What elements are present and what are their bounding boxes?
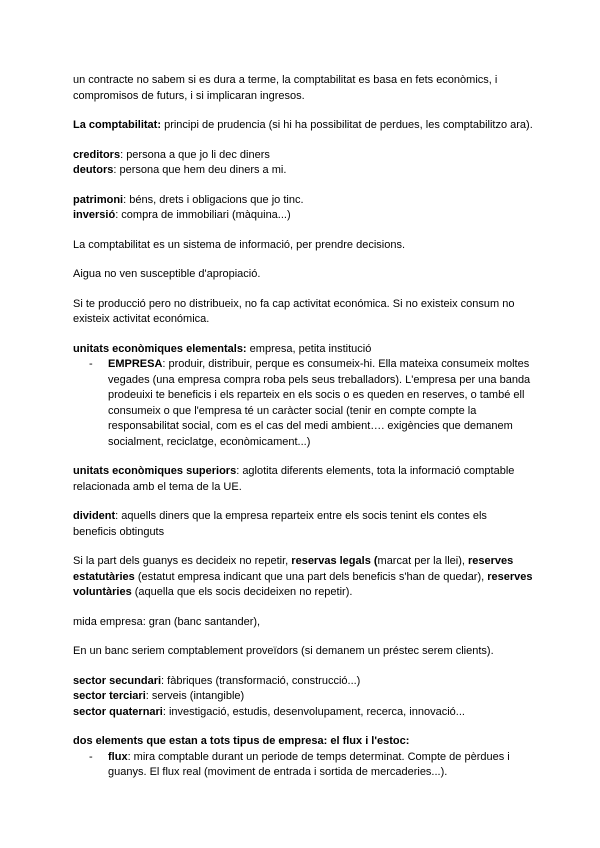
definition: : compra de immobiliari (màquina...) bbox=[115, 209, 291, 221]
definition: : investigació, estudis, desenvolupament, recerca, innovació... bbox=[162, 705, 465, 718]
paragraph: Si te producció pero no distribueix, no fa cap activitat económica. Si no existeix consum no existeix activitat económica. bbox=[73, 297, 515, 325]
text-span: Si la part dels guanys es decideix no repetir, bbox=[73, 555, 292, 567]
list-dash: - bbox=[89, 358, 93, 370]
paragraph-inversio bbox=[73, 208, 533, 224]
text-span: marcat per la llei), bbox=[377, 555, 469, 567]
definition: principi de prudencia (si hi ha possibilitat de perdues, les comptabilitzo ara). bbox=[161, 119, 533, 131]
paragraph-reserves bbox=[73, 554, 533, 601]
paragraph-creditors bbox=[73, 148, 533, 164]
paragraph-sector-secundari bbox=[73, 674, 533, 690]
term: creditors bbox=[73, 148, 121, 161]
paragraph-sector-quaternari bbox=[73, 705, 533, 721]
definition: : persona que hem deu diners a mi. bbox=[113, 164, 287, 176]
definition: : aquells diners que la empresa reparteix entre els socis tenint els contes els beneficis obtinguts bbox=[73, 510, 487, 538]
definition: empresa, petita institució bbox=[246, 342, 372, 355]
definition: : produir, distribuir, perque es consumeix-hi. Ella mateixa consumeix moltes vegades (una empresa compra roba pels seus treballadors). L'empresa per una banda prodeuixi te beneficis i els reparteix en els socis o es queden en reserves, o també ell consumeix o que l'empresa té un caràcter social (tenir en compte compte la responsabilitat social, com es el cas del medi ambient…. exigències que demanem socialment, reciclatge, econòmicament...) bbox=[108, 358, 531, 448]
definition: : aglotita diferents elements, tota la informació comptable relacionada amb el tema de la UE. bbox=[73, 465, 515, 493]
term: sector secundari bbox=[73, 674, 162, 687]
document-body bbox=[73, 73, 533, 781]
term: reservas legals ( bbox=[291, 555, 378, 567]
definition: : béns, drets i obligacions que jo tinc. bbox=[123, 193, 304, 206]
paragraph: La comptabilitat es un sistema de informació, per prendre decisions. bbox=[73, 238, 406, 251]
paragraph: mida empresa: gran (banc santander), bbox=[73, 615, 261, 628]
paragraph-deutors bbox=[73, 163, 533, 179]
paragraph-sector-terciari bbox=[73, 689, 533, 705]
definition: : mira comptable durant un periode de temps determinat. Compte de pèrdues i guanys. El flux real (moviment de entrada i sortida de mercaderies...). bbox=[108, 750, 510, 778]
paragraph-unitats-elementals bbox=[73, 342, 533, 358]
paragraph: Aigua no ven susceptible d'apropiació. bbox=[73, 268, 261, 280]
term: patrimoni bbox=[73, 193, 124, 206]
term: inversió bbox=[73, 209, 116, 221]
paragraph-unitats-superiors bbox=[73, 464, 533, 495]
paragraph: un contracte no sabem si es dura a terme, la comptabilitat es basa en fets econòmics, i compromisos de futurs, i si implicaran ingresos. bbox=[73, 74, 498, 102]
definition: : serveis (intangible) bbox=[145, 690, 245, 702]
term: sector terciari bbox=[73, 690, 146, 702]
term: flux bbox=[108, 750, 128, 763]
definition: : fàbriques (transformació, construcció...) bbox=[161, 674, 361, 687]
definition: : persona a que jo li dec diners bbox=[120, 148, 270, 161]
list-dash: - bbox=[89, 750, 93, 763]
list-item-flux bbox=[73, 750, 533, 781]
paragraph-comptabilitat bbox=[73, 118, 533, 134]
term: sector quaternari bbox=[73, 705, 163, 718]
term: EMPRESA bbox=[108, 358, 163, 370]
term: dos elements que estan a tots tipus de empresa: el flux i l'estoc: bbox=[73, 735, 410, 747]
term: reserves estatutàries bbox=[73, 555, 514, 583]
text-span: (aquella que els socis decideixen no repetir). bbox=[131, 586, 353, 598]
text-span: (estatut empresa indicant que una part dels beneficis s'han de quedar), bbox=[134, 570, 488, 583]
term: La comptabilitat: bbox=[73, 119, 162, 131]
paragraph-heading-elements bbox=[73, 734, 533, 750]
paragraph-divident bbox=[73, 509, 533, 540]
term: reserves voluntàries bbox=[73, 570, 533, 598]
term: deutors bbox=[73, 164, 114, 176]
term: unitats econòmiques superiors bbox=[73, 465, 237, 477]
paragraph-patrimoni bbox=[73, 193, 533, 209]
paragraph: En un banc seriem comptablement proveïdors (si demanem un préstec serem clients). bbox=[73, 645, 494, 657]
list-item-empresa bbox=[73, 357, 533, 450]
term: divident bbox=[73, 510, 116, 522]
term: unitats econòmiques elementals: bbox=[73, 342, 247, 355]
